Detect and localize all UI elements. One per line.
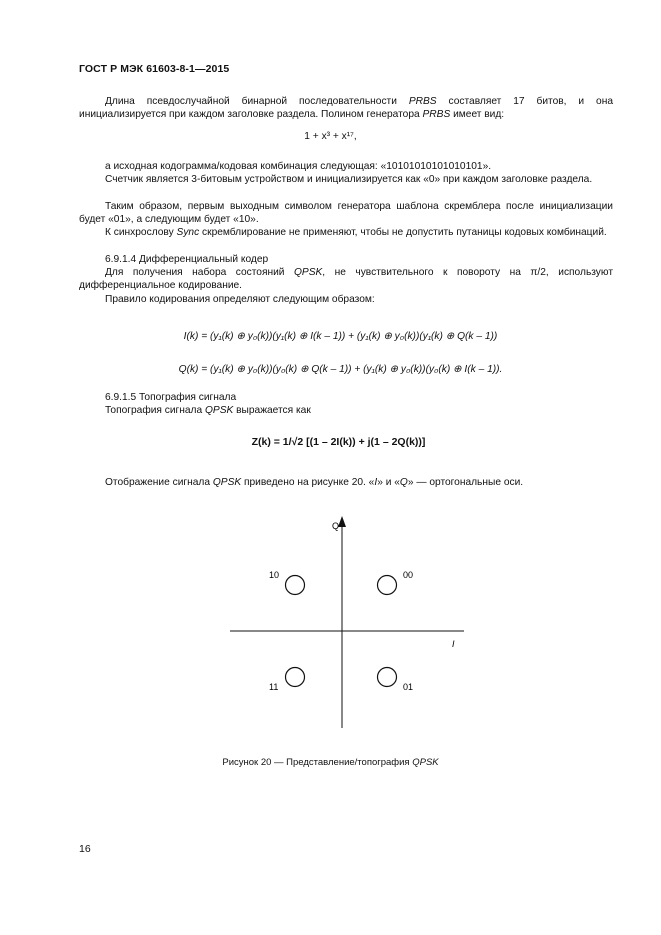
paragraph-prbs-length [79,95,613,121]
paragraph-differential [79,266,613,292]
text: выражается как [233,405,311,416]
text: приведено на рисунке 20. « [241,477,375,488]
text: Для получения набора состояний [105,267,294,278]
text: имеет вид: [450,109,505,121]
equation-q: Q(k) = (y₁(k) ⊕ y₀(k))(y₀(k) ⊕ Q(k – 1)) + (y₁(k) ⊕ y₀(k))(y₀(k) ⊕ I(k – 1)). [178,364,503,375]
equation-i: I(k) = (y₁(k) ⊕ y₀(k))(y₁(k) ⊕ I(k – 1)) + (y₁(k) ⊕ y₀(k))(y₁(k) ⊕ Q(k – 1)) [183,331,498,342]
point-label-10: 10 [269,570,280,580]
q-axis-label: Q [332,521,340,531]
text: К синхрослову [105,227,177,238]
page-number: 16 [79,843,91,855]
term-qpsk: QPSK [204,405,234,416]
term-i: I [374,477,378,488]
document-header: ГОСТ Р МЭК 61603-8-1—2015 [79,63,230,75]
paragraph-counter: Счетчик является 3-битовым устройством и инициализируется как «0» при каждом заголовке раздела. [105,174,593,185]
constellation-point-00 [378,576,397,595]
text: » и « [377,477,400,488]
text: , не чувствительного к повороту на π/2, используют дифференциальное кодирование. [79,267,613,292]
constellation-point-01 [378,668,397,687]
term-sync: Sync [176,227,200,238]
text: Топография сигнала [105,405,205,416]
equation-polynomial: 1 + x³ + x¹⁷, [304,131,357,142]
point-label-00: 00 [403,570,414,580]
caption-term-qpsk: QPSK [412,757,439,768]
point-label-11: 11 [269,682,279,692]
text: Длина псевдослучайной бинарной последовательности [105,96,409,107]
paragraph-signal-mapping [79,476,613,489]
constellation-point-11 [286,668,305,687]
text: Отображение сигнала [105,477,213,488]
figure-caption [0,757,661,768]
paragraph-sync [79,226,613,239]
constellation-point-10 [286,576,305,595]
equation-z: Z(k) = 1/√2 [(1 – 2I(k)) + j(1 – 2Q(k))] [251,436,426,448]
paragraph-coding-rule: Правило кодирования определяют следующим образом: [105,294,375,305]
term-prbs: PRBS [422,109,451,121]
paragraph-initial-codeword: а исходная кодограмма/кодовая комбинация следующая: «10101010101010101». [105,161,492,172]
text: составляет 17 битов, и она инициализируется при каждом заголовке раздела. Полином генератора [79,96,613,121]
i-axis-label: I [452,639,455,649]
qpsk-constellation-figure [228,513,468,733]
term-q: Q [399,477,408,488]
section-heading-6915: 6.9.1.5 Топография сигнала [105,392,237,403]
section-heading-6914: 6.9.1.4 Дифференциальный кодер [105,254,269,265]
caption-text: Рисунок 20 — Представление/топография [222,757,413,768]
text: скремблирование не применяют, чтобы не допустить путаницы кодовых комбинаций. [199,227,607,238]
term-qpsk: QPSK [212,477,242,488]
paragraph-topography [79,404,613,417]
term-prbs: PRBS [408,96,437,107]
paragraph-scrambler-output: Таким образом, первым выходным символом генератора шаблона скремблера после инициализации будет «01», а следующим будет «10». [79,201,613,226]
point-label-01: 01 [403,682,414,692]
q-axis-arrow [338,516,346,527]
text: » — ортогональные оси. [407,477,524,488]
term-qpsk: QPSK [293,267,323,278]
